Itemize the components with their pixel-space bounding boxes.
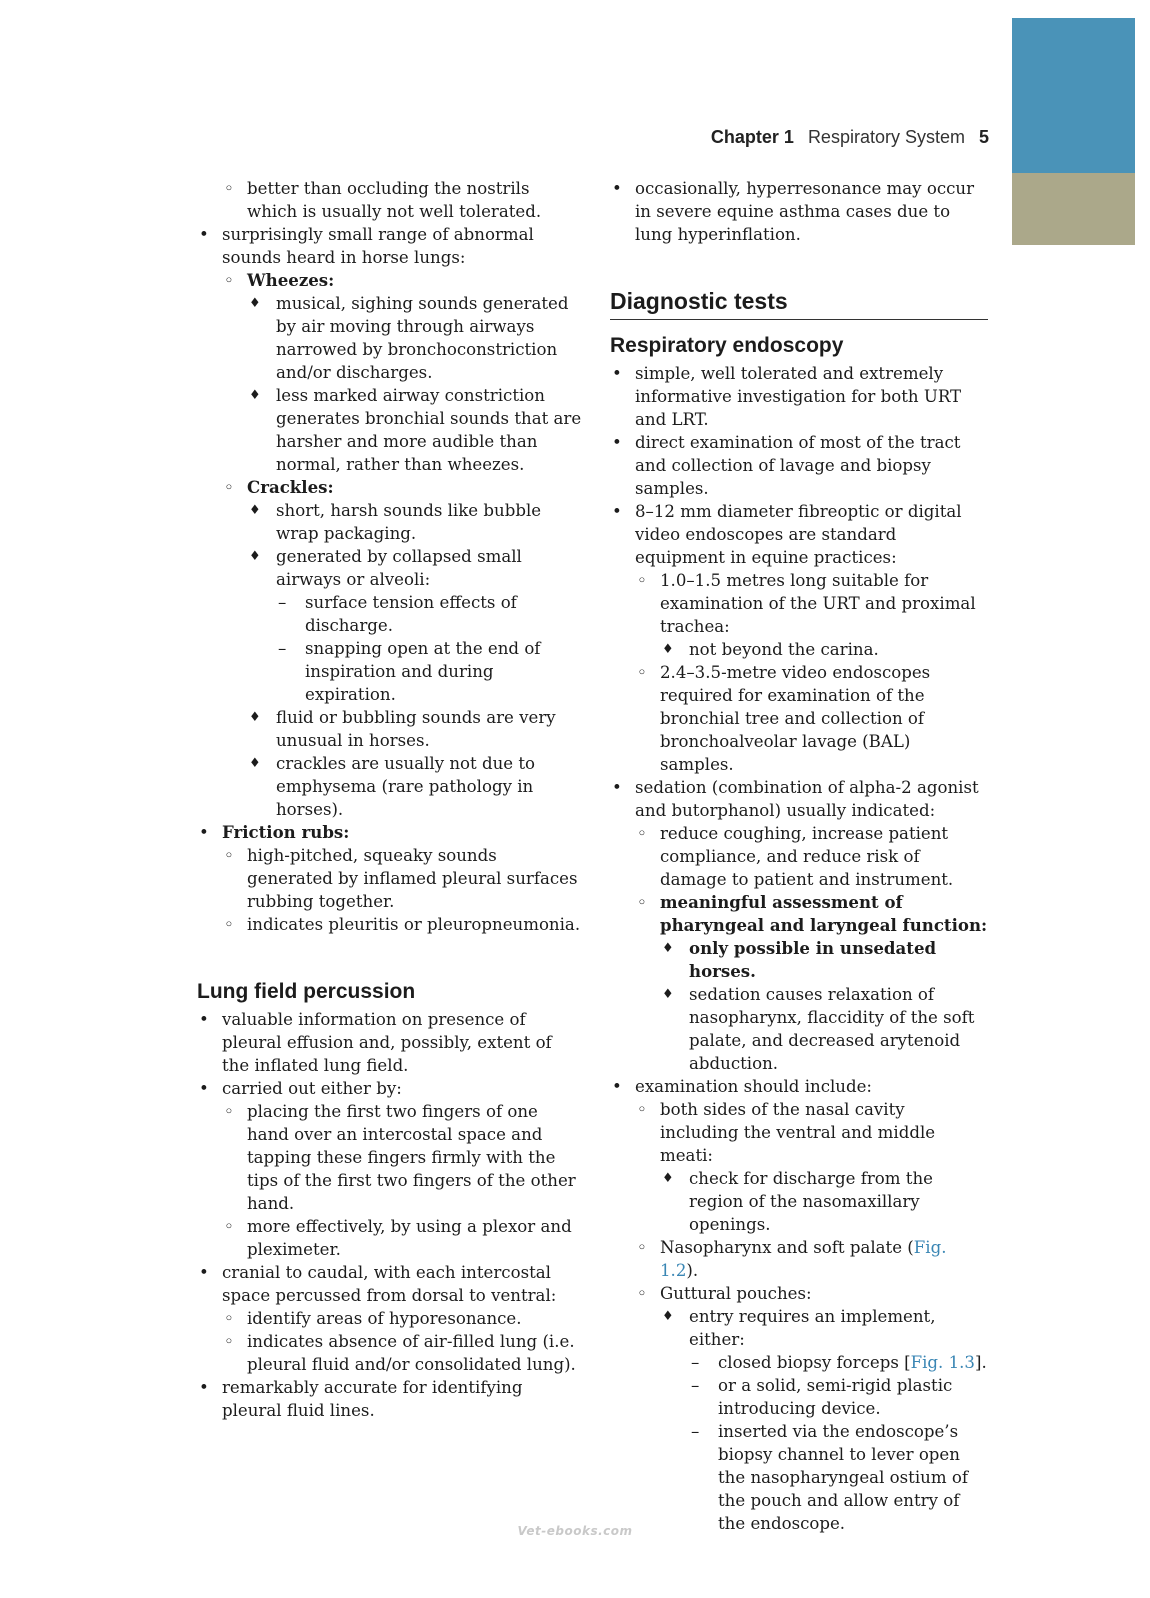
endoscopy-list: [610, 362, 988, 1535]
right-column: [610, 177, 988, 1535]
list-item: ♦ not beyond the carina.: [660, 638, 988, 661]
fig-1-3-link[interactable]: Fig. 1.3: [910, 1353, 975, 1372]
diagnostic-tests-heading: Diagnostic tests: [610, 288, 988, 320]
list-item: – closed biopsy forceps [Fig. 1.3].: [689, 1351, 988, 1374]
list-item: • 8–12 mm diameter fibreoptic or digital video endoscopes are standard equipment in equine practices: ◦ 1.0–1.5 metres long suitable for examination of the URT and proximal trachea: ♦ not beyond the carina. ◦ 2.4–3.5-metre video endoscopes required for examination of the bronchial tree and collection of bronchoalveolar lavage (BAL) samples.: [610, 500, 988, 776]
list-item: ♦ crackles are usually not due to emphysema (rare pathology in horses).: [247, 752, 583, 821]
chapter-thumb-tab-tan: [1012, 173, 1135, 245]
list-item: ◦ identify areas of hyporesonance.: [222, 1307, 583, 1330]
list-item: ♦ sedation causes relaxation of nasopharynx, flaccidity of the soft palate, and decreased arytenoid abduction.: [660, 983, 988, 1075]
list-item: ♦ musical, sighing sounds generated by air moving through airways narrowed by bronchoconstriction and/or discharges.: [247, 292, 583, 384]
list-item: ♦ generated by collapsed small airways or alveoli: – surface tension effects of discharge. – snapping open at the end of inspiration and during expiration.: [247, 545, 583, 706]
watermark-logo: Vet-ebooks.com: [517, 1524, 633, 1538]
page-number: 5: [978, 127, 989, 147]
list-item: [197, 821, 583, 936]
list-item: ◦ 2.4–3.5-metre video endoscopes required for examination of the bronchial tree and collection of bronchoalveolar lavage (BAL) samples.: [635, 661, 988, 776]
list-item: • cranial to caudal, with each intercostal space percussed from dorsal to ventral: ◦ identify areas of hyporesonance. ◦ indicates absence of air-filled lung (i.e. pleural fluid and/or consolidated lung).: [197, 1261, 583, 1376]
list-item: ◦ both sides of the nasal cavity including the ventral and middle meati: ♦ check for discharge from the region of the nasomaxillary openings.: [635, 1098, 988, 1236]
sounds-list: [197, 223, 583, 936]
running-header: [711, 127, 989, 148]
list-item: ◦ 1.0–1.5 metres long suitable for examination of the URT and proximal trachea: ♦ not beyond the carina.: [635, 569, 988, 661]
list-item: ◦ indicates pleuritis or pleuropneumonia.: [222, 913, 583, 936]
list-item: ♦ entry requires an implement, either: – closed biopsy forceps [Fig. 1.3]. – or a solid, semi-rigid plastic introducing device. – inserted via the endoscope’s biopsy channel to lever open the nasopharyngeal ostium of the pouch and allow entry of the endoscope.: [660, 1305, 988, 1535]
list-item: ◦ meaningful assessment of pharyngeal and laryngeal function: ♦ only possible in unsedated horses. ♦ sedation causes relaxation of nasopharynx, flaccidity of the soft palate, and decreased arytenoid abduction.: [635, 891, 988, 1075]
list-item: ◦ Guttural pouches: ♦ entry requires an implement, either: – closed biopsy forceps [Fig. 1.3]. – or a solid, semi-rigid plastic introducing device. – inserted via the endoscope’s biopsy channel to lever open the nasopharyngeal ostium of the pouch and allow entry of the endoscope.: [635, 1282, 988, 1535]
chapter-thumb-tab-blue: [1012, 18, 1135, 173]
list-item: • direct examination of most of the tract and collection of lavage and biopsy samples.: [610, 431, 988, 500]
list-item: ♦ fluid or bubbling sounds are very unusual in horses.: [247, 706, 583, 752]
wheezes-label: Wheezes:: [247, 270, 335, 290]
list-item: • examination should include: ◦ both sides of the nasal cavity including the ventral and middle meati: ♦ check for discharge from the region of the nasomaxillary openings. ◦ Nasopharynx and soft palate (Fig. 1.2). ◦ Guttural pouches: ♦ entry requires an implement, either: – closed biopsy forceps [Fig. 1.3]. – or a solid, semi-rigid plastic introducing device. – inserted via the endoscope’s biopsy channel to lever open the nasopharyngeal ostium of the pouch and allow entry of the endoscope.: [610, 1075, 988, 1535]
list-item: [222, 269, 583, 476]
list-item: ◦ better than occluding the nostrils which is usually not well tolerated.: [222, 177, 583, 223]
list-item: – snapping open at the end of inspiration and during expiration.: [276, 637, 583, 706]
hyperresonance-list: [610, 177, 988, 246]
percussion-list: [197, 1008, 583, 1422]
chapter-label: Chapter 1: [710, 127, 794, 147]
list-item: [222, 476, 583, 821]
list-item: • carried out either by: ◦ placing the first two fingers of one hand over an intercostal space and tapping these fingers firmly with the tips of the first two fingers of the other hand. ◦ more effectively, by using a plexor and pleximeter.: [197, 1077, 583, 1261]
list-item: • valuable information on presence of pleural effusion and, possibly, extent of the inflated lung field.: [197, 1008, 583, 1077]
fig-1-2-link[interactable]: Fig. 1.2: [660, 1238, 947, 1280]
crackles-label: Crackles:: [247, 477, 334, 497]
list-item: • remarkably accurate for identifying pleural fluid lines.: [197, 1376, 583, 1422]
list-item: – inserted via the endoscope’s biopsy channel to lever open the nasopharyngeal ostium of the pouch and allow entry of the endoscope.: [689, 1420, 988, 1535]
list-item: ◦ Nasopharynx and soft palate (Fig. 1.2).: [635, 1236, 988, 1282]
list-item: ♦ check for discharge from the region of the nasomaxillary openings.: [660, 1167, 988, 1236]
list-item: ◦ more effectively, by using a plexor and pleximeter.: [222, 1215, 583, 1261]
list-item: ◦ placing the first two fingers of one hand over an intercostal space and tapping these fingers firmly with the tips of the first two fingers of the other hand.: [222, 1100, 583, 1215]
list-item: ◦ indicates absence of air-filled lung (i.e. pleural fluid and/or consolidated lung).: [222, 1330, 583, 1376]
list-item: [197, 223, 583, 821]
left-column: [197, 177, 583, 1422]
friction-rubs-label: Friction rubs:: [222, 822, 350, 842]
list-item: ♦ less marked airway constriction generates bronchial sounds that are harsher and more audible than normal, rather than wheezes.: [247, 384, 583, 476]
carried-over-list: [222, 177, 583, 223]
list-item: ◦ high-pitched, squeaky sounds generated by inflamed pleural surfaces rubbing together.: [222, 844, 583, 913]
section-label: Respiratory System: [807, 127, 965, 147]
list-item: – or a solid, semi-rigid plastic introducing device.: [689, 1374, 988, 1420]
list-item: ◦ reduce coughing, increase patient compliance, and reduce risk of damage to patient and instrument.: [635, 822, 988, 891]
respiratory-endoscopy-heading: Respiratory endoscopy: [610, 334, 844, 357]
list-item: ♦ short, harsh sounds like bubble wrap packaging.: [247, 499, 583, 545]
list-item: • sedation (combination of alpha-2 agonist and butorphanol) usually indicated: ◦ reduce coughing, increase patient compliance, and reduce risk of damage to patient and instrument. ◦ meaningful assessment of pharyngeal and laryngeal function: ♦ only possible in unsedated horses. ♦ sedation causes relaxation of nasopharynx, flaccidity of the soft palate, and decreased arytenoid abduction.: [610, 776, 988, 1075]
list-item: • occasionally, hyperresonance may occur in severe equine asthma cases due to lung hyperinflation.: [610, 177, 988, 246]
list-item: • simple, well tolerated and extremely informative investigation for both URT and LRT.: [610, 362, 988, 431]
list-item: – surface tension effects of discharge.: [276, 591, 583, 637]
list-item: ♦ only possible in unsedated horses.: [660, 937, 988, 983]
sounds-intro: surprisingly small range of abnormal sounds heard in horse lungs:: [222, 225, 534, 267]
lung-field-percussion-heading: Lung field percussion: [197, 980, 416, 1003]
